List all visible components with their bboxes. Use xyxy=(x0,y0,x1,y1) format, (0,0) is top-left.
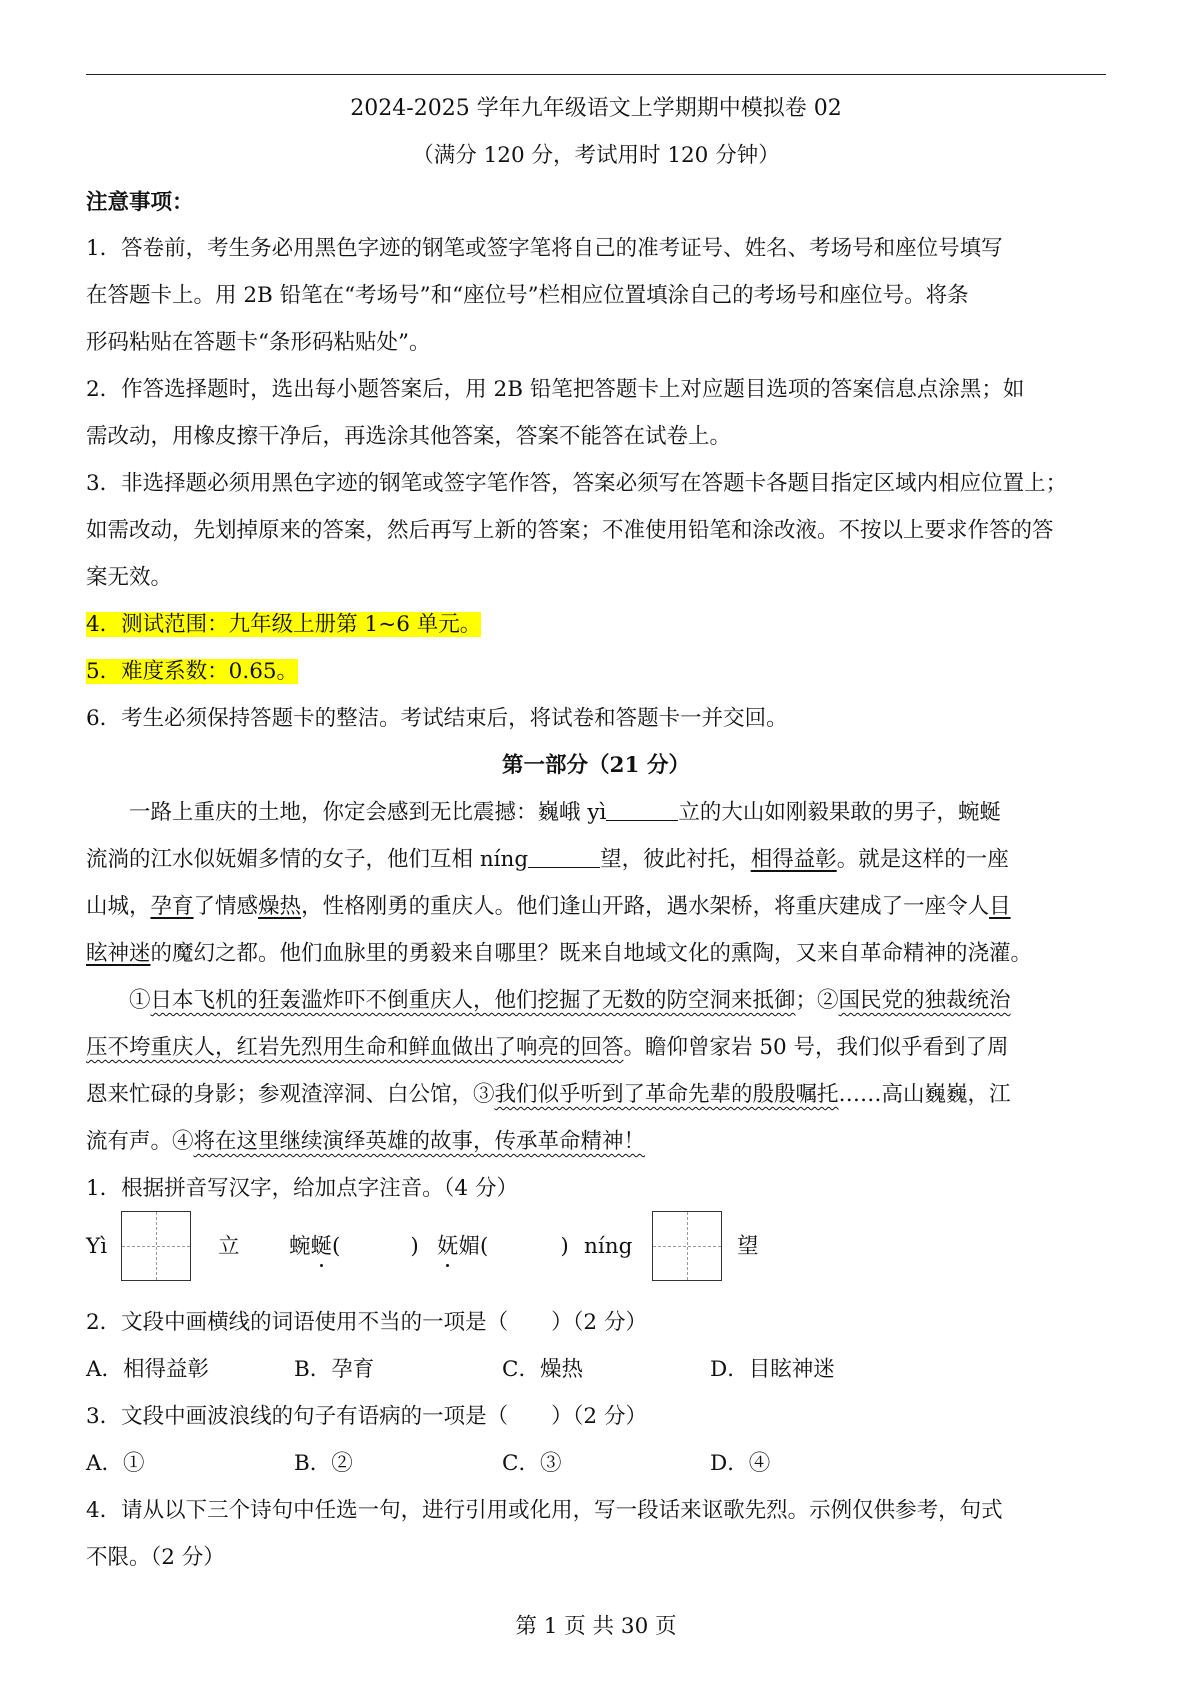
passage-p2-line-1 xyxy=(86,986,1106,1016)
q3-option-b[interactable]: B．② xyxy=(294,1451,353,1476)
passage-text: 了情感 xyxy=(193,894,259,919)
passage-text: ……高山巍巍，江 xyxy=(838,1082,1011,1107)
underlined-word: 燥热 xyxy=(258,894,302,919)
passage-text: 山城， xyxy=(86,894,151,919)
q2-option-b[interactable]: B．孕育 xyxy=(294,1357,375,1382)
q1-yi-pinyin: Yì xyxy=(86,1234,108,1259)
question-1: 1．根据拼音写汉字，给加点字注音。（4 分） xyxy=(86,1176,518,1201)
passage-text: ① xyxy=(129,988,151,1013)
wavy-sentence-4: 将在这里继续演绎英雄的故事，传承革命精神！ xyxy=(193,1129,646,1154)
q1-answer-box-2[interactable] xyxy=(652,1211,722,1281)
q1-char: 媚 xyxy=(458,1234,481,1259)
q1-paren: ( xyxy=(332,1234,341,1259)
q1-paren: ) xyxy=(410,1234,419,1259)
passage-text: 。就是这样的一座 xyxy=(836,847,1009,872)
note-1-line-1: 1．答卷前，考生务必用黑色字迹的钢笔或签字笔将自己的准考证号、姓名、考场号和座位号填写 xyxy=(86,236,1003,261)
passage-text: 流淌的江水似妩媚多情的女子，他们互相 níng xyxy=(86,847,529,872)
q2-option-a[interactable]: A．相得益彰 xyxy=(86,1357,210,1382)
wavy-sentence-1: 日本飞机的狂轰滥炸吓不倒重庆人，他们挖掘了无数的防空洞来抵御 xyxy=(150,988,796,1013)
part1-heading: 第一部分（21 分） xyxy=(502,753,690,778)
note-1-line-2: 在答题卡上。用 2B 铅笔在“考场号”和“座位号”栏相应位置填涂自己的考场号和座位号。将条 xyxy=(86,283,969,308)
notes-heading: 注意事项： xyxy=(86,190,194,215)
passage-text: 流有声。④ xyxy=(86,1129,194,1154)
note-4 xyxy=(86,610,1106,640)
passage-p1-line-1 xyxy=(86,798,1106,828)
underlined-word: 目 xyxy=(989,894,1011,919)
note-6: 6．考生必须保持答题卡的整洁。考试结束后，将试卷和答题卡一并交回。 xyxy=(86,706,788,731)
header-rule xyxy=(86,74,1106,75)
q1-answer-box-1[interactable] xyxy=(121,1211,191,1281)
q1-paren: ( xyxy=(480,1234,489,1259)
q3-option-d[interactable]: D．④ xyxy=(710,1451,771,1476)
passage-p2-line-4 xyxy=(86,1127,1106,1157)
note-2-line-1: 2．作答选择题时，选出每小题答案后，用 2B 铅笔把答题卡上对应题目选项的答案信息点涂黑；如 xyxy=(86,377,1025,402)
question-2: 2．文段中画横线的词语使用不当的一项是（ ）（2 分） xyxy=(86,1310,647,1335)
q3-option-a[interactable]: A．① xyxy=(86,1451,145,1476)
passage-text: 立的大山如刚毅果敢的男子，蜿蜒 xyxy=(678,800,1001,825)
exam-subtitle: （满分 120 分，考试用时 120 分钟） xyxy=(412,143,780,168)
note-5-highlight: 5．难度系数：0.65。 xyxy=(86,659,299,684)
underlined-word: 相得益彰 xyxy=(750,847,837,872)
exam-title: 2024-2025 学年九年级语文上学期期中模拟卷 02 xyxy=(350,96,842,121)
q2-option-c[interactable]: C．燥热 xyxy=(502,1357,583,1382)
q1-wanyan xyxy=(289,1232,419,1262)
q3-options xyxy=(86,1449,1106,1479)
note-3-line-2: 如需改动，先划掉原来的答案，然后再写上新的答案；不准使用铅笔和涂改液。不按以上要求作答的答 xyxy=(86,518,1054,543)
passage-text: 的魔幻之都。他们血脉里的勇毅来自哪里？既来自地域文化的熏陶，又来自革命精神的浇灌。 xyxy=(150,941,1033,966)
q3-option-c[interactable]: C．③ xyxy=(502,1451,562,1476)
pinyin-blank-ning xyxy=(528,845,600,868)
passage-p1-line-3 xyxy=(86,892,1106,922)
underlined-word: 眩神迷 xyxy=(86,941,151,966)
passage-text: 一路上重庆的土地，你定会感到无比震撼：巍峨 yì xyxy=(129,800,607,825)
note-3-line-1: 3．非选择题必须用黑色字迹的钢笔或签字笔作答，答案必须写在答题卡各题目指定区域内相应位置上； xyxy=(86,471,1068,496)
q1-wang-char: 望 xyxy=(737,1234,759,1259)
note-5 xyxy=(86,657,1106,687)
wavy-sentence-2: 国民党的独裁统治 xyxy=(838,988,1011,1013)
page-number: 第 1 页 共 30 页 xyxy=(515,1614,677,1639)
q2-options xyxy=(86,1355,1106,1385)
q2-option-d[interactable]: D．目眩神迷 xyxy=(710,1357,835,1382)
passage-p2-line-2 xyxy=(86,1033,1106,1063)
passage-text: 恩来忙碌的身影；参观渣滓洞、白公馆，③ xyxy=(86,1082,495,1107)
pinyin-blank-yi xyxy=(606,798,678,821)
passage-p1-line-4 xyxy=(86,939,1106,969)
note-1-line-3: 形码粘贴在答题卡“条形码粘贴处”。 xyxy=(86,330,431,355)
question-4-line-1: 4．请从以下三个诗句中任选一句，进行引用或化用，写一段话来讴歌先烈。示例仅供参考，句式 xyxy=(86,1498,1003,1523)
q1-dotted-char: 蜒 xyxy=(311,1232,333,1262)
passage-p1-line-2 xyxy=(86,845,1106,875)
q1-paren: ) xyxy=(560,1234,569,1259)
passage-text: 望，彼此衬托， xyxy=(600,847,751,872)
q1-wumei xyxy=(437,1232,569,1262)
passage-p2-line-3 xyxy=(86,1080,1106,1110)
passage-text: 。瞻仰曾家岩 50 号，我们似乎看到了周 xyxy=(623,1035,1009,1060)
note-3-line-3: 案无效。 xyxy=(86,565,173,590)
q1-li-char: 立 xyxy=(218,1234,240,1259)
underlined-word: 孕育 xyxy=(150,894,194,919)
passage-text: ，性格刚勇的重庆人。他们逢山开路，遇水架桥，将重庆建成了一座令人 xyxy=(301,894,990,919)
q1-ning-pinyin: níng xyxy=(584,1234,633,1259)
q1-dotted-char: 妩 xyxy=(437,1232,459,1262)
note-2-line-2: 需改动，用橡皮擦干净后，再选涂其他答案，答案不能答在试卷上。 xyxy=(86,424,732,449)
passage-text: ；② xyxy=(795,988,839,1013)
note-4-highlight: 4．测试范围：九年级上册第 1~6 单元。 xyxy=(86,612,482,637)
question-4-line-2: 不限。（2 分） xyxy=(86,1545,225,1570)
wavy-sentence-3: 我们似乎听到了革命先辈的殷殷嘱托 xyxy=(494,1082,839,1107)
question-3: 3．文段中画波浪线的句子有语病的一项是（ ）（2 分） xyxy=(86,1404,647,1429)
wavy-sentence-2: 压不垮重庆人，红岩先烈用生命和鲜血做出了响亮的回答 xyxy=(86,1035,624,1060)
q1-char: 蜿 xyxy=(289,1234,311,1259)
